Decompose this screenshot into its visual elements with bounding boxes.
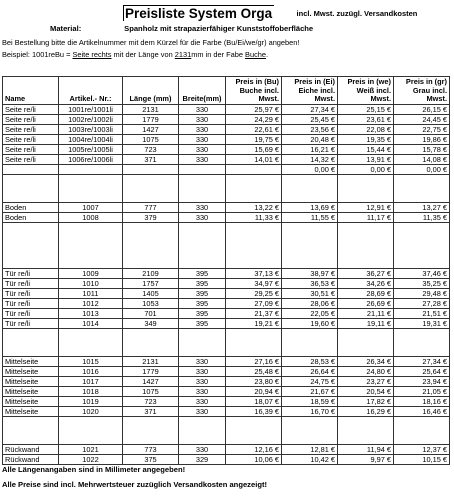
material-label: Material: (50, 24, 82, 33)
cell-artikel: 1013 (59, 309, 123, 319)
cell-breite: 330 (179, 125, 226, 135)
table-row (3, 155, 450, 165)
price-table-body (3, 77, 450, 465)
cell-laenge: 1779 (123, 367, 179, 377)
cell-name: Mittelseite (3, 367, 59, 377)
empty-cell (179, 417, 226, 445)
cell-price-buche: 12,16 € (226, 445, 282, 455)
cell-artikel: 1011 (59, 289, 123, 299)
col-header-breite: Breite(mm) (179, 77, 226, 105)
empty-cell (394, 329, 450, 357)
price-table (2, 76, 450, 465)
cell-price-eiche: 16,70 € (282, 407, 338, 417)
order-note: Bei Bestellung bitte die Artikelnummer mit dem Kürzel für die Farbe (Bu/Ei/we/gr) angeben! (2, 38, 300, 47)
cell-price-grau: 15,78 € (394, 145, 450, 155)
cell-price-grau: 14,08 € (394, 155, 450, 165)
table-row (3, 203, 450, 213)
example-length: 2131 (174, 50, 192, 59)
cell-price-eiche: 22,05 € (282, 309, 338, 319)
cell-breite: 395 (179, 309, 226, 319)
col-header-laenge: Länge (mm) (123, 77, 179, 105)
cell-price-grau: 10,15 € (394, 455, 450, 465)
empty-cell (394, 417, 450, 445)
cell-price-buche: 10,06 € (226, 455, 282, 465)
cell-artikel: 1005re/1005li (59, 145, 123, 155)
example-color: Buche (245, 50, 267, 59)
cell-artikel: 1022 (59, 455, 123, 465)
empty-cell (282, 329, 338, 357)
cell-breite: 330 (179, 407, 226, 417)
empty-cell (123, 223, 179, 269)
cell-price-weiss: 13,91 € (338, 155, 394, 165)
cell-price-eiche: 36,53 € (282, 279, 338, 289)
cell-name: Seite re/li (3, 125, 59, 135)
page-subtitle: incl. Mwst. zuzügl. Versandkosten (296, 9, 418, 18)
cell-price-buche: 25,97 € (226, 105, 282, 115)
cell-price-buche: 34,97 € (226, 279, 282, 289)
cell-price-eiche: 28,53 € (282, 357, 338, 367)
table-row (3, 319, 450, 329)
cell-laenge: 723 (123, 397, 179, 407)
cell-price-buche: 15,69 € (226, 145, 282, 155)
empty-cell (338, 175, 394, 203)
example-prefix: Beispiel: 1001reBu = (2, 50, 73, 59)
empty-cell (338, 329, 394, 357)
cell-laenge: 1427 (123, 125, 179, 135)
cell-artikel: 1003re/1003li (59, 125, 123, 135)
cell-price-weiss: 17,82 € (338, 397, 394, 407)
cell-price-grau: 29,48 € (394, 289, 450, 299)
cell-price-weiss: 28,69 € (338, 289, 394, 299)
cell-artikel: 1007 (59, 203, 123, 213)
cell-price-eiche: 12,81 € (282, 445, 338, 455)
footer-note-prices: Alle Preise sind incl. Mehrwertsteuer zuzüglich Versandkosten angezeigt! (2, 480, 268, 489)
cell-breite: 329 (179, 455, 226, 465)
cell-name: Rückwand (3, 455, 59, 465)
cell-artikel: 1018 (59, 387, 123, 397)
cell-price-weiss: 23,61 € (338, 115, 394, 125)
cell-price-grau: 18,16 € (394, 397, 450, 407)
cell-price-weiss: 23,27 € (338, 377, 394, 387)
table-row (3, 289, 450, 299)
cell-price-weiss: 16,29 € (338, 407, 394, 417)
cell-breite: 395 (179, 279, 226, 289)
table-row (3, 309, 450, 319)
cell-laenge: 777 (123, 203, 179, 213)
cell-breite: 395 (179, 289, 226, 299)
cell-artikel (59, 165, 123, 175)
empty-cell (59, 175, 123, 203)
col-header-grau: Preis in (gr) Grau incl. Mwst. (394, 77, 450, 105)
table-row (3, 367, 450, 377)
cell-laenge: 371 (123, 155, 179, 165)
empty-cell (123, 417, 179, 445)
cell-name: Tür re/li (3, 269, 59, 279)
cell-name: Tür re/li (3, 299, 59, 309)
cell-breite: 395 (179, 319, 226, 329)
cell-price-eiche: 16,21 € (282, 145, 338, 155)
cell-price-eiche: 18,59 € (282, 397, 338, 407)
example-mid: mit der Länge von (111, 50, 175, 59)
cell-laenge (123, 165, 179, 175)
table-row (3, 279, 450, 289)
empty-cell (226, 223, 282, 269)
cell-price-grau: 21,05 € (394, 387, 450, 397)
table-row (3, 445, 450, 455)
cell-price-buche: 37,13 € (226, 269, 282, 279)
cell-price-eiche: 21,67 € (282, 387, 338, 397)
col-header-artikel: Artikel.- Nr.: (59, 77, 123, 105)
table-row (3, 397, 450, 407)
cell-price-weiss: 26,34 € (338, 357, 394, 367)
table-row (3, 377, 450, 387)
cell-price-weiss: 9,97 € (338, 455, 394, 465)
cell-price-weiss: 36,27 € (338, 269, 394, 279)
empty-cell (282, 175, 338, 203)
cell-breite: 330 (179, 213, 226, 223)
cell-price-weiss: 0,00 € (338, 165, 394, 175)
page-title: Preisliste System Orga (125, 6, 273, 21)
cell-price-grau: 37,46 € (394, 269, 450, 279)
table-spacer-row (3, 329, 450, 357)
cell-price-buche: 11,33 € (226, 213, 282, 223)
cell-name: Boden (3, 213, 59, 223)
cell-laenge: 2131 (123, 105, 179, 115)
cell-artikel: 1009 (59, 269, 123, 279)
cell-price-weiss: 11,17 € (338, 213, 394, 223)
cell-price-buche: 14,01 € (226, 155, 282, 165)
cell-price-buche: 18,07 € (226, 397, 282, 407)
cell-artikel: 1017 (59, 377, 123, 387)
table-spacer-row (3, 175, 450, 203)
cell-artikel: 1006re/1006li (59, 155, 123, 165)
cell-price-grau: 0,00 € (394, 165, 450, 175)
cell-name: Rückwand (3, 445, 59, 455)
empty-cell (282, 417, 338, 445)
cell-price-grau: 27,28 € (394, 299, 450, 309)
table-row (3, 387, 450, 397)
cell-price-weiss: 24,80 € (338, 367, 394, 377)
example-suffix: . (266, 50, 269, 59)
cell-breite: 330 (179, 135, 226, 145)
cell-price-eiche: 19,60 € (282, 319, 338, 329)
cell-laenge: 2109 (123, 269, 179, 279)
cell-artikel: 1001re/1001li (59, 105, 123, 115)
cell-price-buche: 27,09 € (226, 299, 282, 309)
cell-artikel: 1016 (59, 367, 123, 377)
empty-cell (59, 329, 123, 357)
cell-price-buche (226, 165, 282, 175)
empty-cell (3, 175, 59, 203)
cell-breite: 395 (179, 269, 226, 279)
table-row (3, 105, 450, 115)
cell-price-buche: 19,75 € (226, 135, 282, 145)
col-header-eiche: Preis in (Ei) Eiche incl. Mwst. (282, 77, 338, 105)
cell-name: Tür re/li (3, 279, 59, 289)
table-row (3, 407, 450, 417)
cell-price-grau: 23,94 € (394, 377, 450, 387)
cell-breite: 330 (179, 145, 226, 155)
cell-price-grau: 26,15 € (394, 105, 450, 115)
cell-price-buche: 24,29 € (226, 115, 282, 125)
cell-laenge: 375 (123, 455, 179, 465)
cell-name: Mittelseite (3, 407, 59, 417)
cell-price-buche: 19,21 € (226, 319, 282, 329)
cell-name: Tür re/li (3, 309, 59, 319)
cell-price-grau: 22,75 € (394, 125, 450, 135)
cell-price-grau: 24,45 € (394, 115, 450, 125)
table-row (3, 299, 450, 309)
cell-price-grau: 16,46 € (394, 407, 450, 417)
cell-artikel: 1020 (59, 407, 123, 417)
cell-breite: 330 (179, 105, 226, 115)
cell-artikel: 1010 (59, 279, 123, 289)
empty-cell (59, 223, 123, 269)
cell-laenge: 1779 (123, 115, 179, 125)
cell-name: Mittelseite (3, 357, 59, 367)
cell-price-eiche: 26,64 € (282, 367, 338, 377)
cell-artikel: 1008 (59, 213, 123, 223)
material-value: Spanholz mit strapazierfähiger Kunststoffoberfläche (124, 24, 314, 33)
empty-cell (179, 329, 226, 357)
col-header-name: Name (3, 77, 59, 105)
cell-price-grau: 19,86 € (394, 135, 450, 145)
cell-price-eiche: 27,34 € (282, 105, 338, 115)
cell-price-weiss: 19,11 € (338, 319, 394, 329)
table-row (3, 115, 450, 125)
cell-laenge: 1053 (123, 299, 179, 309)
cell-breite: 330 (179, 387, 226, 397)
document-header (0, 0, 454, 59)
empty-cell (179, 175, 226, 203)
empty-cell (394, 175, 450, 203)
cell-breite: 330 (179, 115, 226, 125)
cell-artikel: 1012 (59, 299, 123, 309)
cell-price-grau: 19,31 € (394, 319, 450, 329)
cell-price-weiss: 25,15 € (338, 105, 394, 115)
cell-laenge: 1075 (123, 135, 179, 145)
empty-cell (59, 417, 123, 445)
cell-name: Boden (3, 203, 59, 213)
cell-price-buche: 29,25 € (226, 289, 282, 299)
table-row (3, 455, 450, 465)
cell-name: Tür re/li (3, 289, 59, 299)
table-row (3, 357, 450, 367)
cell-price-eiche: 28,06 € (282, 299, 338, 309)
cell-laenge: 349 (123, 319, 179, 329)
empty-cell (226, 329, 282, 357)
empty-cell (3, 223, 59, 269)
example-note (2, 50, 268, 59)
cell-price-eiche: 11,55 € (282, 213, 338, 223)
cell-price-eiche: 25,45 € (282, 115, 338, 125)
table-row (3, 135, 450, 145)
cell-price-weiss: 11,94 € (338, 445, 394, 455)
cell-price-eiche: 14,32 € (282, 155, 338, 165)
cell-laenge: 723 (123, 145, 179, 155)
cell-breite: 395 (179, 299, 226, 309)
cell-price-weiss: 19,35 € (338, 135, 394, 145)
example-mid2: mm in der Fabe (191, 50, 246, 59)
empty-cell (3, 329, 59, 357)
cell-laenge: 701 (123, 309, 179, 319)
cell-price-grau: 11,35 € (394, 213, 450, 223)
cell-price-weiss: 15,44 € (338, 145, 394, 155)
table-row (3, 269, 450, 279)
cell-name: Mittelseite (3, 397, 59, 407)
cell-artikel: 1004re/1004li (59, 135, 123, 145)
title-line (123, 5, 417, 23)
cell-laenge: 773 (123, 445, 179, 455)
empty-cell (226, 175, 282, 203)
cell-price-buche: 25,48 € (226, 367, 282, 377)
table-row (3, 165, 450, 175)
cell-name: Seite re/li (3, 135, 59, 145)
material-line (50, 24, 313, 33)
empty-cell (338, 417, 394, 445)
cell-breite (179, 165, 226, 175)
cell-name: Tür re/li (3, 319, 59, 329)
cell-price-buche: 16,39 € (226, 407, 282, 417)
footer-note-lengths: Alle Längenangaben sind in Millimeter angegeben! (2, 465, 186, 474)
cell-laenge: 2131 (123, 357, 179, 367)
cell-artikel: 1014 (59, 319, 123, 329)
example-side: Seite rechts (72, 50, 112, 59)
cell-price-grau: 35,25 € (394, 279, 450, 289)
cell-price-grau: 21,51 € (394, 309, 450, 319)
cell-price-eiche: 0,00 € (282, 165, 338, 175)
table-row (3, 213, 450, 223)
cell-artikel: 1002re/1002li (59, 115, 123, 125)
cell-price-weiss: 20,54 € (338, 387, 394, 397)
table-spacer-row (3, 223, 450, 269)
cell-breite: 330 (179, 377, 226, 387)
col-header-weiss: Preis in (we) Weiß incl. Mwst. (338, 77, 394, 105)
cell-price-eiche: 10,42 € (282, 455, 338, 465)
empty-cell (282, 223, 338, 269)
cell-price-weiss: 34,26 € (338, 279, 394, 289)
empty-cell (179, 223, 226, 269)
cell-breite: 330 (179, 445, 226, 455)
cell-price-eiche: 20,48 € (282, 135, 338, 145)
cell-laenge: 1075 (123, 387, 179, 397)
cell-price-buche: 13,22 € (226, 203, 282, 213)
table-row (3, 125, 450, 135)
empty-cell (338, 223, 394, 269)
cell-name (3, 165, 59, 175)
cell-laenge: 371 (123, 407, 179, 417)
cell-laenge: 1757 (123, 279, 179, 289)
table-spacer-row (3, 417, 450, 445)
empty-cell (123, 329, 179, 357)
cell-breite: 330 (179, 357, 226, 367)
cell-name: Seite re/li (3, 145, 59, 155)
cell-breite: 330 (179, 155, 226, 165)
cell-name: Mittelseite (3, 387, 59, 397)
cell-price-grau: 27,34 € (394, 357, 450, 367)
cell-name: Seite re/li (3, 105, 59, 115)
cell-price-grau: 25,64 € (394, 367, 450, 377)
cell-artikel: 1015 (59, 357, 123, 367)
cell-price-weiss: 26,69 € (338, 299, 394, 309)
cell-price-buche: 27,16 € (226, 357, 282, 367)
cell-breite: 330 (179, 367, 226, 377)
cell-laenge: 379 (123, 213, 179, 223)
empty-cell (394, 223, 450, 269)
cell-price-eiche: 23,56 € (282, 125, 338, 135)
cell-name: Seite re/li (3, 115, 59, 125)
table-header-row (3, 77, 450, 105)
cell-price-buche: 21,37 € (226, 309, 282, 319)
cell-price-buche: 23,80 € (226, 377, 282, 387)
cell-price-weiss: 12,91 € (338, 203, 394, 213)
cell-price-eiche: 13,69 € (282, 203, 338, 213)
col-header-buche: Preis in (Bu) Buche incl. Mwst. (226, 77, 282, 105)
empty-cell (123, 175, 179, 203)
cell-name: Mittelseite (3, 377, 59, 387)
cell-laenge: 1427 (123, 377, 179, 387)
cell-artikel: 1021 (59, 445, 123, 455)
cell-price-eiche: 30,51 € (282, 289, 338, 299)
cell-artikel: 1019 (59, 397, 123, 407)
cell-price-weiss: 22,08 € (338, 125, 394, 135)
cell-price-buche: 22,61 € (226, 125, 282, 135)
cell-name: Seite re/li (3, 155, 59, 165)
cell-price-grau: 12,37 € (394, 445, 450, 455)
table-row (3, 145, 450, 155)
empty-cell (3, 417, 59, 445)
cell-price-eiche: 24,75 € (282, 377, 338, 387)
cell-breite: 330 (179, 203, 226, 213)
cell-price-grau: 13,27 € (394, 203, 450, 213)
cell-laenge: 1405 (123, 289, 179, 299)
cell-price-weiss: 21,11 € (338, 309, 394, 319)
cell-price-eiche: 38,97 € (282, 269, 338, 279)
cell-price-buche: 20,94 € (226, 387, 282, 397)
empty-cell (226, 417, 282, 445)
cell-breite: 330 (179, 397, 226, 407)
